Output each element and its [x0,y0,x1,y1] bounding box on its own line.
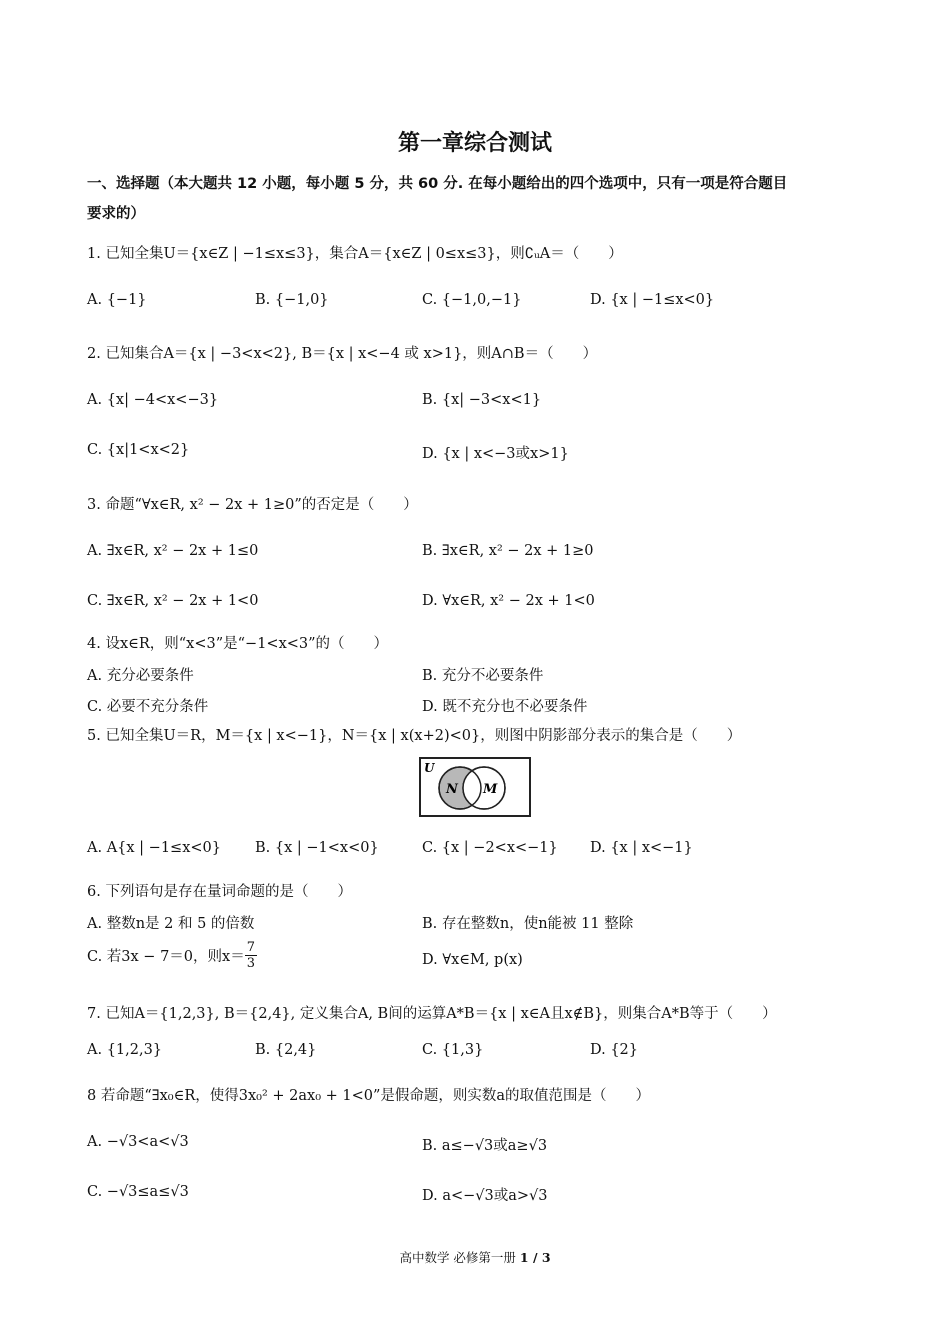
venn-diagram [418,756,532,822]
q8-option-a[interactable]: A. −√3<a<√3 [87,1134,189,1150]
fraction-denominator: 3 [246,956,255,971]
question-2-stem: 2. 已知集合A＝{x | −3<x<2}, B＝{x | x<−4 或 x>1}，则A∩B＝（ ） [87,346,598,362]
q3-option-a[interactable]: A. ∃x∈R, x² − 2x + 1≤0 [87,543,259,559]
page-footer [0,1248,950,1266]
q5-option-c[interactable]: C. {x | −2<x<−1} [422,840,558,856]
question-8-stem: 8 若命题“∃x₀∈R，使得3x₀² + 2ax₀ + 1<0”是假命题，则实数a的取值范围是（ ） [87,1088,651,1104]
q7-option-b[interactable]: B. {2,4} [255,1042,317,1058]
q2-option-b[interactable]: B. {x| −3<x<1} [422,392,542,408]
q4-option-d[interactable]: D. 既不充分也不必要条件 [422,699,588,715]
fraction [245,940,257,971]
question-3-stem: 3. 命题“∀x∈R, x² − 2x + 1≥0”的否定是（ ） [87,497,418,513]
q3-option-b[interactable]: B. ∃x∈R, x² − 2x + 1≥0 [422,543,594,559]
venn-label-m: M [483,782,498,797]
q5-option-a[interactable]: A. A{x | −1≤x<0} [87,840,221,856]
page-number: 1 / 3 [519,1250,551,1265]
section-heading-cont: 要求的） [87,206,145,222]
question-5-stem: 5. 已知全集U＝R，M＝{x | x<−1}，N＝{x | x(x+2)<0}，则图中阴影部分表示的集合是（ ） [87,728,742,744]
q1-option-b[interactable]: B. {−1,0} [255,292,329,308]
q3-option-c[interactable]: C. ∃x∈R, x² − 2x + 1<0 [87,593,259,609]
q1-option-d[interactable]: D. {x | −1≤x<0} [590,292,715,308]
page-title: 第一章综合测试 [397,131,552,156]
q8-option-d[interactable]: D. a<−√3或a>√3 [422,1188,548,1204]
q3-option-d[interactable]: D. ∀x∈R, x² − 2x + 1<0 [422,593,595,609]
q2-option-c[interactable]: C. {x|1<x<2} [87,442,190,458]
q8-option-c[interactable]: C. −√3≤a≤√3 [87,1184,189,1200]
q8-option-b[interactable]: B. a≤−√3或a≥√3 [422,1138,548,1154]
q7-option-c[interactable]: C. {1,3} [422,1042,484,1058]
question-7-stem: 7. 已知A＝{1,2,3}, B＝{2,4}, 定义集合A, B间的运算A*B＝{x | x∈A且x∉B}，则集合A*B等于（ ） [87,1006,777,1022]
q1-option-a[interactable]: A. {−1} [87,292,147,308]
q2-option-a[interactable]: A. {x| −4<x<−3} [87,392,219,408]
q6-option-b[interactable]: B. 存在整数n，使n能被 11 整除 [422,916,634,932]
q1-option-c[interactable]: C. {−1,0,−1} [422,292,522,308]
section-heading: 一、选择题（本大题共 12 小题，每小题 5 分，共 60 分. 在每小题给出的四个选项中，只有一项是符合题目 [87,176,788,192]
q6-option-c[interactable] [87,940,257,971]
q6-option-d[interactable]: D. ∀x∈M, p(x) [422,952,523,968]
footer-text: 高中数学 必修第一册 [399,1250,520,1265]
q6-option-c-text: C. 若3x − 7＝0，则x＝ [87,949,245,965]
q5-option-d[interactable]: D. {x | x<−1} [590,840,693,856]
question-4-stem: 4. 设x∈R，则“x<3”是“−1<x<3”的（ ） [87,636,389,652]
q4-option-a[interactable]: A. 充分必要条件 [87,668,194,684]
q6-option-a[interactable]: A. 整数n是 2 和 5 的倍数 [87,916,255,932]
q7-option-a[interactable]: A. {1,2,3} [87,1042,163,1058]
q5-option-b[interactable]: B. {x | −1<x<0} [255,840,379,856]
q2-option-d[interactable]: D. {x | x<−3或x>1} [422,446,569,462]
question-6-stem: 6. 下列语句是存在量词命题的是（ ） [87,884,352,900]
venn-label-u: U [424,761,435,775]
question-1-stem: 1. 已知全集U＝{x∈Z | −1≤x≤3}，集合A＝{x∈Z | 0≤x≤3}，则∁ᵤA＝（ ） [87,246,623,262]
q4-option-c[interactable]: C. 必要不充分条件 [87,699,209,715]
fraction-numerator: 7 [246,940,255,955]
q7-option-d[interactable]: D. {2} [590,1042,639,1058]
venn-label-n: N [446,782,458,797]
q4-option-b[interactable]: B. 充分不必要条件 [422,668,544,684]
